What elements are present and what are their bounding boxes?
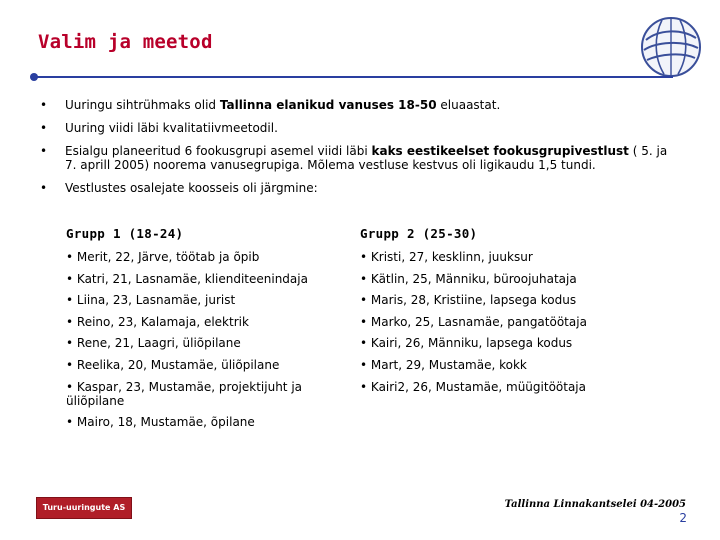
globe-logo-icon [640,16,702,78]
group1-column [66,226,346,437]
group2-member: • Kairi, 26, Männiku, lapsega kodus [360,336,640,350]
bullet-text: Uuring viidi läbi kvalitatiivmeetodil. [65,121,278,135]
bullet-text: ( 5. ja 7. aprill 2005) noorema vanusegrupiga. Mõlema vestluse kestvus oli ligikaudu 1,5 tundi. [65,144,668,172]
group1-member: • Rene, 21, Laagri, üliõpilane [66,336,346,350]
company-logo: Turu-uuringute AS [36,497,132,519]
footer-caption: Tallinna Linnakantselei 04-2005 [504,499,686,510]
group2-column [360,226,640,401]
bullet-item [40,121,680,135]
group1-member: • Liina, 23, Lasnamäe, jurist [66,293,346,307]
group2-member: • Kairi2, 26, Mustamäe, müügitöötaja [360,380,640,394]
title-rule [33,76,673,78]
bullet-list [40,98,680,204]
group2-member: • Kristi, 27, kesklinn, juuksur [360,250,640,264]
page-number: 2 [679,511,687,525]
group2-member: • Kätlin, 25, Männiku, büroojuhataja [360,272,640,286]
group1-member: • Kaspar, 23, Mustamäe, projektijuht ja üliõpilane [66,380,346,408]
title-rule-dot [30,73,38,81]
group2-heading: Grupp 2 (25-30) [360,226,478,241]
bullet-item [40,144,680,172]
bullet-text: Vestlustes osalejate koosseis oli järgmine: [65,181,318,195]
bullet-bold-text: Tallinna elanikud vanuses 18-50 [219,98,437,112]
bullet-bold-text: kaks eestikeelset fookusgrupivestlust [371,144,629,158]
bullet-text: Esialgu planeeritud 6 fookusgrupi asemel viidi läbi [65,144,372,158]
group2-member: • Marko, 25, Lasnamäe, pangatöötaja [360,315,640,329]
group1-member: • Merit, 22, Järve, töötab ja õpib [66,250,346,264]
group1-heading: Grupp 1 (18-24) [66,226,184,241]
group1-member: • Reelika, 20, Mustamäe, üliõpilane [66,358,346,372]
group1-member: • Mairo, 18, Mustamäe, õpilane [66,415,346,429]
bullet-item [40,98,680,112]
group1-member: • Katri, 21, Lasnamäe, klienditeenindaja [66,272,346,286]
bullet-text: Uuringu sihtrühmaks olid [65,98,220,112]
group1-member: • Reino, 23, Kalamaja, elektrik [66,315,346,329]
bullet-text: eluaastat. [436,98,501,112]
group2-member: • Mart, 29, Mustamäe, kokk [360,358,640,372]
slide-title: Valim ja meetod [38,31,213,53]
bullet-item [40,181,680,195]
group2-member: • Maris, 28, Kristiine, lapsega kodus [360,293,640,307]
